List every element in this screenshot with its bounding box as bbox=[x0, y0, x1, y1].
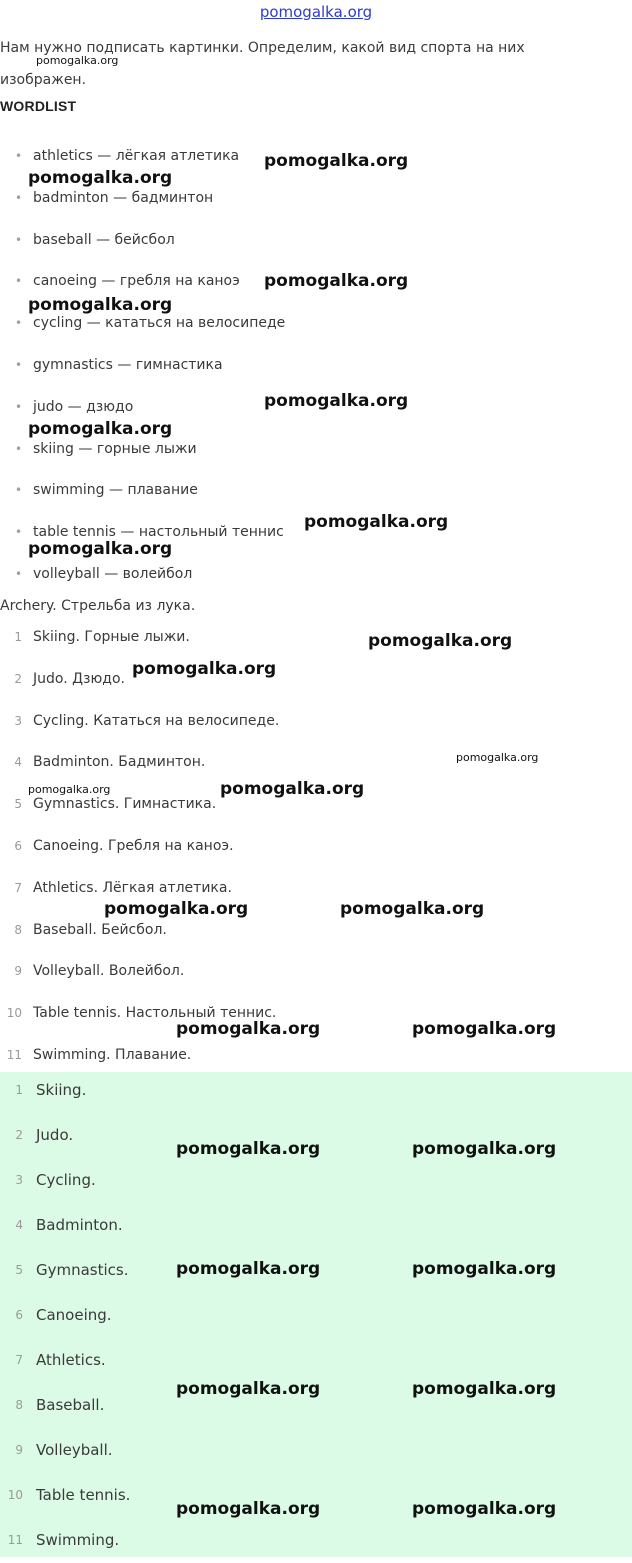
item-number: 10 bbox=[6, 1006, 22, 1021]
watermark: pomogalka.org bbox=[28, 419, 173, 439]
item-number: 5 bbox=[14, 797, 22, 812]
answer-item bbox=[0, 1518, 130, 1563]
wordlist-item-text: baseball — бейсбол bbox=[33, 231, 175, 248]
item-number: 8 bbox=[15, 1398, 23, 1412]
wordlist-item-text: badminton — бадминтон bbox=[33, 189, 214, 206]
wordlist-item-text: athletics — лёгкая атлетика bbox=[33, 148, 240, 164]
bullet-icon: • bbox=[15, 316, 23, 331]
item-text: Volleyball. Волейбол. bbox=[33, 963, 185, 980]
wordlist-item-text: cycling — кататься на велосипеде bbox=[33, 315, 286, 332]
watermark: pomogalka.org bbox=[176, 1499, 321, 1519]
wordlist-item-text: table tennis — настольный теннис bbox=[33, 524, 284, 541]
item-number: 4 bbox=[14, 755, 22, 770]
watermark: pomogalka.org bbox=[456, 751, 539, 764]
watermark: pomogalka.org bbox=[412, 1499, 557, 1519]
bullet-icon: • bbox=[15, 399, 23, 414]
answer-item bbox=[0, 1068, 130, 1113]
answer-item bbox=[0, 1113, 130, 1158]
item-text: Athletics. Лёгкая атлетика. bbox=[33, 879, 232, 896]
item-text: Volleyball. bbox=[36, 1441, 113, 1459]
watermark: pomogalka.org bbox=[28, 539, 173, 559]
wordlist-item-text: skiing — горные лыжи bbox=[33, 440, 197, 457]
item-text: Skiing. Горные лыжи. bbox=[33, 629, 190, 645]
item-text: Canoeing. Гребля на каноэ. bbox=[33, 837, 234, 854]
item-text: Table tennis. bbox=[36, 1486, 131, 1504]
item-number: 6 bbox=[14, 838, 22, 853]
item-number: 5 bbox=[15, 1263, 23, 1277]
intro-text: Нам нужно подписать картинки. Определим, какой вид спорта на них изображен. bbox=[0, 40, 525, 88]
item-number: 1 bbox=[14, 630, 22, 644]
item-number: 3 bbox=[14, 713, 22, 728]
item-text: Badminton. bbox=[36, 1216, 123, 1234]
watermark: pomogalka.org bbox=[368, 631, 513, 651]
item-number: 9 bbox=[15, 1443, 23, 1457]
item-text: Gymnastics. bbox=[36, 1261, 129, 1279]
bullet-icon: • bbox=[15, 525, 23, 540]
site-header-link[interactable]: pomogalka.org bbox=[259, 3, 373, 21]
bullet-icon: • bbox=[15, 232, 23, 247]
wordlist-item-text: swimming — плавание bbox=[33, 482, 198, 499]
wordlist bbox=[0, 136, 285, 596]
answer-item bbox=[0, 1473, 130, 1518]
answer-item bbox=[0, 1203, 130, 1248]
item-number: 2 bbox=[14, 671, 22, 686]
translation-list bbox=[0, 617, 279, 1077]
watermark: pomogalka.org bbox=[412, 1139, 557, 1159]
watermark: pomogalka.org bbox=[264, 391, 409, 411]
bullet-icon: • bbox=[15, 566, 23, 581]
answer-item bbox=[0, 1248, 130, 1293]
item-text: Badminton. Бадминтон. bbox=[33, 754, 206, 771]
answer-item bbox=[0, 1293, 130, 1338]
wordlist-item bbox=[0, 554, 285, 596]
watermark: pomogalka.org bbox=[220, 779, 365, 799]
bullet-icon: • bbox=[15, 149, 23, 163]
item-text: Swimming. Плавание. bbox=[33, 1046, 192, 1063]
item-text: Table tennis. Настольный теннис. bbox=[33, 1005, 277, 1022]
watermark: pomogalka.org bbox=[412, 1379, 557, 1399]
list-item bbox=[0, 951, 279, 993]
item-text: Judo. bbox=[36, 1126, 74, 1144]
bullet-icon: • bbox=[15, 483, 23, 498]
item-number: 8 bbox=[14, 922, 22, 937]
wordlist-item-text: volleyball — волейбол bbox=[33, 565, 193, 582]
watermark: pomogalka.org bbox=[36, 54, 119, 67]
watermark: pomogalka.org bbox=[264, 271, 409, 291]
item-number: 7 bbox=[15, 1353, 23, 1367]
item-text: Gymnastics. Гимнастика. bbox=[33, 796, 217, 813]
watermark: pomogalka.org bbox=[176, 1139, 321, 1159]
wordlist-item bbox=[0, 345, 285, 387]
answer-item bbox=[0, 1428, 130, 1473]
wordlist-item-text: judo — дзюдо bbox=[33, 398, 134, 415]
watermark: pomogalka.org bbox=[28, 783, 111, 796]
watermark: pomogalka.org bbox=[176, 1019, 321, 1039]
item-number: 2 bbox=[15, 1128, 23, 1142]
wordlist-item-text: canoeing — гребля на каноэ bbox=[33, 273, 240, 290]
item-text: Skiing. bbox=[36, 1081, 87, 1099]
watermark: pomogalka.org bbox=[264, 151, 409, 171]
item-number: 11 bbox=[7, 1533, 23, 1547]
watermark: pomogalka.org bbox=[28, 295, 173, 315]
watermark: pomogalka.org bbox=[412, 1019, 557, 1039]
watermark: pomogalka.org bbox=[340, 899, 485, 919]
bullet-icon: • bbox=[15, 190, 23, 205]
list-item bbox=[0, 826, 279, 868]
item-number: 9 bbox=[14, 964, 22, 979]
item-number: 6 bbox=[15, 1308, 23, 1322]
watermark: pomogalka.org bbox=[132, 659, 277, 679]
item-text: Cycling. Кататься на велосипеде. bbox=[33, 712, 280, 729]
item-text: Athletics. bbox=[36, 1351, 106, 1369]
watermark: pomogalka.org bbox=[304, 512, 449, 532]
item-number: 4 bbox=[15, 1218, 23, 1232]
watermark: pomogalka.org bbox=[176, 1379, 321, 1399]
wordlist-item bbox=[0, 470, 285, 512]
wordlist-item-text: gymnastics — гимнастика bbox=[33, 356, 223, 373]
item-text: Baseball. bbox=[36, 1396, 105, 1414]
item-text: Cycling. bbox=[36, 1171, 96, 1189]
answer-item bbox=[0, 1338, 130, 1383]
item-number: 10 bbox=[7, 1488, 23, 1502]
archery-line: Archery. Стрельба из лука. bbox=[0, 598, 196, 614]
answer-item bbox=[0, 1158, 130, 1203]
list-item bbox=[0, 742, 279, 784]
wordlist-title: WORDLIST bbox=[0, 98, 77, 114]
item-text: Baseball. Бейсбол. bbox=[33, 921, 167, 938]
item-number: 3 bbox=[15, 1173, 23, 1187]
wordlist-item bbox=[0, 220, 285, 262]
list-item bbox=[0, 617, 279, 659]
bullet-icon: • bbox=[15, 441, 23, 456]
watermark: pomogalka.org bbox=[104, 899, 249, 919]
watermark: pomogalka.org bbox=[412, 1259, 557, 1279]
watermark: pomogalka.org bbox=[176, 1259, 321, 1279]
bullet-icon: • bbox=[15, 357, 23, 372]
answer-item bbox=[0, 1383, 130, 1428]
bullet-icon: • bbox=[15, 274, 23, 289]
item-number: 7 bbox=[14, 880, 22, 895]
item-text: Canoeing. bbox=[36, 1306, 112, 1324]
item-number: 11 bbox=[6, 1047, 22, 1062]
list-item bbox=[0, 701, 279, 743]
item-text: Judo. Дзюдо. bbox=[33, 670, 125, 687]
watermark: pomogalka.org bbox=[28, 168, 173, 188]
item-number: 1 bbox=[15, 1083, 23, 1097]
item-text: Swimming. bbox=[36, 1531, 120, 1549]
answer-list bbox=[0, 1068, 130, 1563]
